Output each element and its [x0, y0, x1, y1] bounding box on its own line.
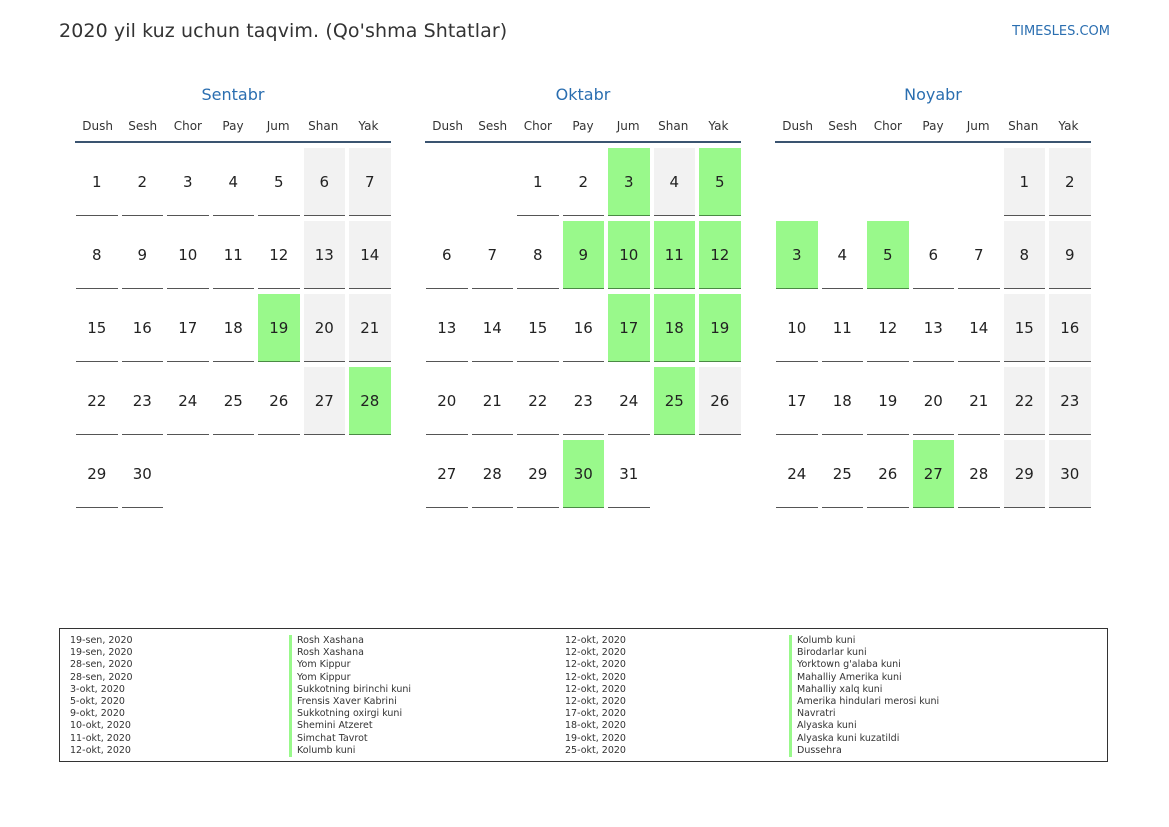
day-number[interactable]: 8 — [1004, 221, 1046, 289]
day-number[interactable]: 26 — [258, 367, 300, 435]
holiday-date: 5-okt, 2020 — [70, 695, 125, 707]
day-cell — [607, 219, 653, 292]
day-cell — [1048, 219, 1094, 292]
day-cell — [562, 365, 608, 438]
day-number[interactable]: 24 — [167, 367, 209, 435]
holiday-legend — [59, 628, 1108, 762]
weekday-label: Jum — [266, 119, 290, 133]
day-cell — [303, 365, 349, 438]
day-cell — [166, 219, 212, 292]
day-number[interactable]: 16 — [1049, 294, 1091, 362]
day-number[interactable]: 2 — [563, 148, 605, 216]
weekday-label: Pay — [222, 119, 244, 133]
day-number[interactable]: 20 — [426, 367, 468, 435]
empty-cell — [866, 146, 912, 219]
legend-names-left — [289, 635, 411, 757]
holiday-day[interactable]: 11 — [654, 221, 696, 289]
day-cell — [75, 146, 121, 219]
day-cell — [121, 365, 167, 438]
day-number[interactable]: 28 — [958, 440, 1000, 508]
holiday-name: Mahalliy xalq kuni — [789, 684, 939, 696]
day-cell — [866, 292, 912, 365]
day-number[interactable]: 29 — [76, 440, 118, 508]
weekday-label: Pay — [922, 119, 944, 133]
holiday-date: 25-okt, 2020 — [565, 744, 626, 756]
holiday-name: Navratri — [789, 708, 939, 720]
day-cell — [425, 438, 471, 511]
day-cell — [348, 365, 394, 438]
holiday-date: 3-okt, 2020 — [70, 683, 125, 695]
holiday-day[interactable]: 10 — [608, 221, 650, 289]
day-number[interactable]: 7 — [349, 148, 391, 216]
day-cell — [257, 365, 303, 438]
day-cell — [698, 219, 744, 292]
holiday-name: Sukkotning oxirgi kuni — [289, 708, 411, 720]
holiday-name: Alyaska kuni kuzatildi — [789, 733, 939, 745]
day-number[interactable]: 7 — [958, 221, 1000, 289]
day-cell — [775, 438, 821, 511]
holiday-day[interactable]: 28 — [349, 367, 391, 435]
weekday-label: Shan — [308, 119, 339, 133]
day-number[interactable]: 6 — [426, 221, 468, 289]
day-number[interactable]: 8 — [76, 221, 118, 289]
holiday-name: Amerika hindulari merosi kuni — [789, 696, 939, 708]
day-cell — [775, 219, 821, 292]
holiday-day[interactable]: 19 — [699, 294, 741, 362]
day-cell — [1048, 365, 1094, 438]
day-number[interactable]: 28 — [472, 440, 514, 508]
day-number[interactable]: 15 — [76, 294, 118, 362]
day-cell — [75, 292, 121, 365]
day-cell — [1048, 438, 1094, 511]
day-cell — [425, 365, 471, 438]
day-number[interactable]: 16 — [563, 294, 605, 362]
day-number[interactable]: 29 — [517, 440, 559, 508]
weekday-label: Sesh — [828, 119, 858, 133]
day-cell — [957, 365, 1003, 438]
page-title: 2020 yil kuz uchun taqvim. (Qo'shma Shtatlar) — [59, 20, 508, 42]
weekday-header — [775, 119, 1091, 143]
holiday-date: 9-okt, 2020 — [70, 708, 125, 720]
month-november — [775, 84, 1091, 511]
month-name: Oktabr — [555, 85, 611, 104]
day-cell — [516, 365, 562, 438]
day-number[interactable]: 19 — [867, 367, 909, 435]
month-name: Sentabr — [201, 85, 265, 104]
holiday-day[interactable]: 12 — [699, 221, 741, 289]
day-cell — [121, 292, 167, 365]
day-number[interactable]: 21 — [472, 367, 514, 435]
day-cell — [653, 365, 699, 438]
holiday-name: Shemini Atzeret — [289, 720, 411, 732]
empty-cell — [775, 146, 821, 219]
day-cell — [866, 365, 912, 438]
weekday-header — [75, 119, 391, 143]
weekday-label: Jum — [616, 119, 640, 133]
day-grid — [425, 146, 741, 511]
day-number[interactable]: 14 — [349, 221, 391, 289]
day-cell — [212, 146, 258, 219]
day-cell — [303, 292, 349, 365]
day-number[interactable]: 17 — [776, 367, 818, 435]
day-cell — [562, 146, 608, 219]
day-number[interactable]: 13 — [304, 221, 346, 289]
holiday-date: 28-sen, 2020 — [70, 671, 133, 683]
day-number[interactable]: 6 — [913, 221, 955, 289]
day-cell — [166, 146, 212, 219]
day-number[interactable]: 13 — [913, 294, 955, 362]
holiday-day[interactable]: 3 — [776, 221, 818, 289]
day-number[interactable]: 20 — [913, 367, 955, 435]
holiday-day[interactable]: 30 — [563, 440, 605, 508]
weekday-label: Pay — [572, 119, 594, 133]
day-cell — [75, 438, 121, 511]
day-cell — [212, 365, 258, 438]
day-number[interactable]: 20 — [304, 294, 346, 362]
day-cell — [516, 292, 562, 365]
day-number[interactable]: 1 — [76, 148, 118, 216]
day-cell — [698, 365, 744, 438]
day-number[interactable]: 11 — [822, 294, 864, 362]
day-cell — [257, 292, 303, 365]
empty-cell — [425, 146, 471, 219]
weekday-label: Dush — [432, 119, 463, 133]
day-number[interactable]: 31 — [608, 440, 650, 508]
day-cell — [1003, 292, 1049, 365]
holiday-date: 12-okt, 2020 — [565, 695, 626, 707]
holiday-day[interactable]: 9 — [563, 221, 605, 289]
day-cell — [957, 438, 1003, 511]
day-cell — [257, 219, 303, 292]
day-cell — [516, 146, 562, 219]
holiday-date: 12-okt, 2020 — [70, 744, 131, 756]
day-number[interactable]: 23 — [122, 367, 164, 435]
day-number[interactable]: 21 — [349, 294, 391, 362]
day-cell — [821, 219, 867, 292]
holiday-name: Rosh Xashana — [289, 635, 411, 647]
weekday-label: Chor — [873, 119, 902, 133]
day-number[interactable]: 18 — [822, 367, 864, 435]
holiday-date: 12-okt, 2020 — [565, 647, 626, 659]
day-cell — [607, 438, 653, 511]
day-cell — [425, 292, 471, 365]
day-cell — [303, 146, 349, 219]
day-number[interactable]: 9 — [1049, 221, 1091, 289]
day-cell — [1003, 146, 1049, 219]
holiday-name: Kolumb kuni — [289, 745, 411, 757]
weekday-label: Shan — [1008, 119, 1039, 133]
day-cell — [866, 219, 912, 292]
month-september — [75, 84, 391, 511]
empty-cell — [471, 146, 517, 219]
day-number[interactable]: 21 — [958, 367, 1000, 435]
day-cell — [166, 365, 212, 438]
day-cell — [775, 292, 821, 365]
holiday-date: 19-sen, 2020 — [70, 647, 133, 659]
day-number[interactable]: 27 — [304, 367, 346, 435]
day-cell — [516, 219, 562, 292]
legend-dates-left — [70, 635, 133, 757]
day-cell — [303, 219, 349, 292]
day-number[interactable]: 10 — [776, 294, 818, 362]
day-number[interactable]: 30 — [1049, 440, 1091, 508]
day-cell — [471, 292, 517, 365]
day-cell — [75, 365, 121, 438]
weekday-label: Dush — [82, 119, 113, 133]
day-number[interactable]: 17 — [167, 294, 209, 362]
day-number[interactable]: 23 — [1049, 367, 1091, 435]
weekday-label: Yak — [358, 119, 379, 133]
day-number[interactable]: 3 — [167, 148, 209, 216]
day-number[interactable]: 12 — [258, 221, 300, 289]
holiday-name: Kolumb kuni — [789, 635, 939, 647]
empty-cell — [821, 146, 867, 219]
day-cell — [348, 292, 394, 365]
day-cell — [653, 219, 699, 292]
day-number[interactable]: 2 — [1049, 148, 1091, 216]
day-number[interactable]: 16 — [122, 294, 164, 362]
holiday-name: Sukkotning birinchi kuni — [289, 684, 411, 696]
holiday-day[interactable]: 27 — [913, 440, 955, 508]
holiday-date: 17-okt, 2020 — [565, 708, 626, 720]
day-number[interactable]: 25 — [822, 440, 864, 508]
holiday-date: 12-okt, 2020 — [565, 683, 626, 695]
weekday-label: Chor — [523, 119, 552, 133]
empty-cell — [912, 146, 958, 219]
day-number[interactable]: 2 — [122, 148, 164, 216]
day-number[interactable]: 30 — [122, 440, 164, 508]
weekday-label: Dush — [782, 119, 813, 133]
day-number[interactable]: 29 — [1004, 440, 1046, 508]
day-cell — [75, 219, 121, 292]
holiday-date: 10-okt, 2020 — [70, 720, 131, 732]
day-cell — [1048, 146, 1094, 219]
day-number[interactable]: 4 — [213, 148, 255, 216]
day-grid — [75, 146, 391, 511]
holiday-name: Alyaska kuni — [789, 720, 939, 732]
day-number[interactable]: 7 — [472, 221, 514, 289]
day-cell — [212, 292, 258, 365]
day-cell — [1048, 292, 1094, 365]
weekday-label: Jum — [966, 119, 990, 133]
day-number[interactable]: 22 — [76, 367, 118, 435]
day-number[interactable]: 15 — [1004, 294, 1046, 362]
holiday-date: 11-okt, 2020 — [70, 732, 131, 744]
holiday-name: Frensis Xaver Kabrini — [289, 696, 411, 708]
day-number[interactable]: 4 — [654, 148, 696, 216]
day-cell — [121, 438, 167, 511]
weekday-header — [425, 119, 741, 143]
day-cell — [866, 438, 912, 511]
day-grid — [775, 146, 1091, 511]
weekday-label: Chor — [173, 119, 202, 133]
day-cell — [471, 438, 517, 511]
day-cell — [471, 219, 517, 292]
holiday-date: 28-sen, 2020 — [70, 659, 133, 671]
day-cell — [912, 438, 958, 511]
holiday-name: Simchat Tavrot — [289, 733, 411, 745]
day-cell — [562, 292, 608, 365]
holiday-name: Rosh Xashana — [289, 647, 411, 659]
day-number[interactable]: 26 — [699, 367, 741, 435]
site-link[interactable]: TIMESLES.COM — [1012, 24, 1110, 39]
day-number[interactable]: 27 — [426, 440, 468, 508]
day-number[interactable]: 22 — [517, 367, 559, 435]
holiday-name: Dussehra — [789, 745, 939, 757]
month-october — [425, 84, 741, 511]
day-number[interactable]: 10 — [167, 221, 209, 289]
weekday-label: Sesh — [478, 119, 508, 133]
day-number[interactable]: 24 — [776, 440, 818, 508]
holiday-date: 18-okt, 2020 — [565, 720, 626, 732]
day-cell — [912, 219, 958, 292]
day-cell — [516, 438, 562, 511]
holiday-name: Mahalliy Amerika kuni — [789, 672, 939, 684]
holiday-day[interactable]: 5 — [867, 221, 909, 289]
day-number[interactable]: 14 — [958, 294, 1000, 362]
day-number[interactable]: 14 — [472, 294, 514, 362]
day-cell — [912, 365, 958, 438]
day-cell — [607, 365, 653, 438]
day-number[interactable]: 18 — [213, 294, 255, 362]
day-number[interactable]: 9 — [122, 221, 164, 289]
day-cell — [257, 146, 303, 219]
day-cell — [425, 219, 471, 292]
holiday-name: Yorktown g'alaba kuni — [789, 659, 939, 671]
day-cell — [698, 146, 744, 219]
legend-dates-right — [565, 635, 626, 757]
day-cell — [775, 365, 821, 438]
day-cell — [821, 292, 867, 365]
day-cell — [821, 365, 867, 438]
day-number[interactable]: 24 — [608, 367, 650, 435]
holiday-date: 19-sen, 2020 — [70, 635, 133, 646]
holiday-date: 12-okt, 2020 — [565, 671, 626, 683]
day-cell — [653, 292, 699, 365]
day-number[interactable]: 26 — [867, 440, 909, 508]
weekday-label: Yak — [708, 119, 729, 133]
day-number[interactable]: 13 — [426, 294, 468, 362]
holiday-day[interactable]: 17 — [608, 294, 650, 362]
legend-names-right — [789, 635, 939, 757]
day-number[interactable]: 25 — [213, 367, 255, 435]
day-number[interactable]: 5 — [258, 148, 300, 216]
day-cell — [821, 438, 867, 511]
holiday-date: 19-okt, 2020 — [565, 732, 626, 744]
day-cell — [698, 292, 744, 365]
holiday-name: Yom Kippur — [289, 672, 411, 684]
day-cell — [348, 146, 394, 219]
month-name: Noyabr — [904, 85, 962, 104]
day-cell — [471, 365, 517, 438]
weekday-label: Sesh — [128, 119, 158, 133]
day-number[interactable]: 4 — [822, 221, 864, 289]
day-number[interactable]: 11 — [213, 221, 255, 289]
day-cell — [1003, 365, 1049, 438]
day-number[interactable]: 6 — [304, 148, 346, 216]
day-cell — [166, 292, 212, 365]
day-number[interactable]: 23 — [563, 367, 605, 435]
day-cell — [562, 219, 608, 292]
weekday-label: Yak — [1058, 119, 1079, 133]
day-cell — [1003, 219, 1049, 292]
day-cell — [1003, 438, 1049, 511]
holiday-day[interactable]: 18 — [654, 294, 696, 362]
day-number[interactable]: 1 — [517, 148, 559, 216]
day-cell — [562, 438, 608, 511]
empty-cell — [957, 146, 1003, 219]
holiday-day[interactable]: 19 — [258, 294, 300, 362]
day-cell — [957, 292, 1003, 365]
day-cell — [957, 219, 1003, 292]
day-cell — [607, 146, 653, 219]
weekday-label: Shan — [658, 119, 689, 133]
day-number[interactable]: 22 — [1004, 367, 1046, 435]
holiday-name: Yom Kippur — [289, 659, 411, 671]
day-cell — [348, 219, 394, 292]
holiday-name: Birodarlar kuni — [789, 647, 939, 659]
holiday-date: 12-okt, 2020 — [565, 635, 626, 646]
holiday-day[interactable]: 5 — [699, 148, 741, 216]
day-cell — [912, 292, 958, 365]
holiday-day[interactable]: 25 — [654, 367, 696, 435]
day-number[interactable]: 8 — [517, 221, 559, 289]
day-number[interactable]: 12 — [867, 294, 909, 362]
day-cell — [212, 219, 258, 292]
day-cell — [607, 292, 653, 365]
holiday-day[interactable]: 3 — [608, 148, 650, 216]
day-number[interactable]: 15 — [517, 294, 559, 362]
day-cell — [653, 146, 699, 219]
day-cell — [121, 219, 167, 292]
day-cell — [121, 146, 167, 219]
holiday-date: 12-okt, 2020 — [565, 659, 626, 671]
day-number[interactable]: 1 — [1004, 148, 1046, 216]
